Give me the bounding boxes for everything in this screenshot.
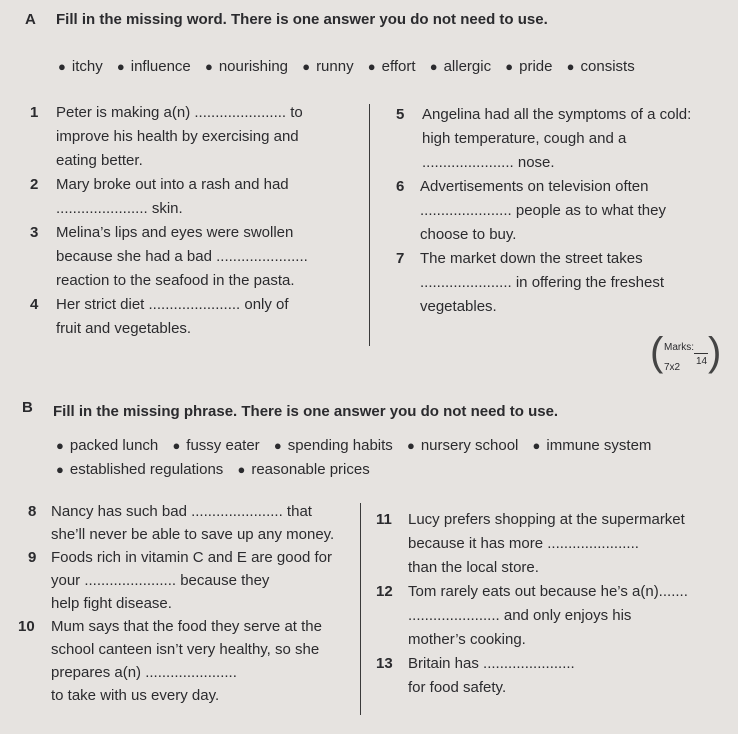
item-text-line: Angelina had all the symptoms of a cold:	[422, 106, 692, 123]
item-text-line: ...................... people as to what they	[420, 202, 666, 219]
item-text-line: Melina’s lips and eyes were swollen	[56, 224, 294, 241]
item-text-line: Tom rarely eats out because he’s a(n).......	[408, 583, 688, 600]
exercise-item-7	[396, 247, 731, 319]
word-bank-item: nourishing	[218, 58, 289, 75]
item-number: 13	[376, 655, 393, 672]
word-bank-item: pride	[519, 58, 553, 75]
item-text-line: ...................... in offering the freshest	[420, 274, 664, 291]
section-a-letter: A	[25, 11, 36, 28]
item-number: 3	[30, 224, 39, 241]
section-b-title: Fill in the missing phrase. There is one answer you do not need to use.	[53, 403, 559, 420]
exercise-item-1	[30, 101, 360, 173]
item-text-line: mother’s cooking.	[408, 631, 526, 648]
item-number: 1	[30, 104, 39, 121]
item-text-line: because she had a bad ......................	[56, 248, 308, 265]
item-text-line: The market down the street takes	[420, 250, 643, 267]
item-text-line: your ...................... because they	[51, 572, 270, 589]
section-b-left-column	[18, 500, 358, 707]
word-bank-item: influence	[130, 58, 191, 75]
exercise-item-11	[376, 508, 721, 580]
word-bank-item: itchy	[71, 58, 103, 75]
item-number: 6	[396, 178, 405, 195]
phrase-bank-item: packed lunch	[69, 437, 159, 454]
section-a-word-bank: ● itchy ● influence ● nourishing ● runny ● effort ● allergic ● pride ● consists	[58, 58, 635, 75]
exercise-item-8	[18, 500, 358, 546]
item-number: 2	[30, 176, 39, 193]
phrase-bank-item: established regulations	[69, 461, 224, 478]
section-a-right-column	[396, 103, 731, 319]
word-bank-item: runny	[316, 58, 354, 75]
item-text-line: fruit and vegetables.	[56, 320, 192, 337]
item-number: 8	[28, 503, 37, 520]
section-a-title: Fill in the missing word. There is one answer you do not need to use.	[56, 11, 548, 28]
item-text-line: eating better.	[56, 152, 143, 169]
item-text-line: Mum says that the food they serve at the	[51, 618, 322, 635]
item-number: 7	[396, 250, 405, 267]
marks-box: ( Marks: 7x2 14 )	[650, 330, 722, 374]
phrase-bank-item: nursery school	[420, 437, 519, 454]
exercise-item-13	[376, 652, 721, 700]
marks-total: 14	[696, 356, 708, 367]
item-text-line: ...................... skin.	[56, 200, 183, 217]
phrase-bank-item: reasonable prices	[251, 461, 370, 478]
item-text-line: Britain has ......................	[408, 655, 575, 672]
section-b-phrase-bank-row1: ● packed lunch ● fussy eater ● spending habits ● nursery school ● immune system	[56, 437, 652, 454]
item-text-line: ...................... and only enjoys his	[408, 607, 632, 624]
marks-multiplier: 7x2	[664, 362, 681, 373]
exercise-item-10	[18, 615, 358, 707]
word-bank-item: allergic	[443, 58, 492, 75]
item-text-line: help fight disease.	[51, 595, 172, 612]
exercise-item-3	[30, 221, 360, 293]
item-text-line: she’ll never be able to save up any money.	[51, 526, 335, 543]
word-bank-item: effort	[381, 58, 416, 75]
item-text-line: to take with us every day.	[51, 687, 220, 704]
item-text-line: for food safety.	[408, 679, 507, 696]
item-text-line: vegetables.	[420, 298, 497, 315]
item-text-line: improve his health by exercising and	[56, 128, 299, 145]
marks-label: Marks:	[664, 342, 694, 353]
exercise-item-6	[396, 175, 731, 247]
item-text-line: because it has more ......................	[408, 535, 639, 552]
item-text-line: prepares a(n) ......................	[51, 664, 237, 681]
phrase-bank-item: fussy eater	[186, 437, 260, 454]
section-b-letter: B	[22, 399, 33, 416]
item-text-line: Lucy prefers shopping at the supermarket	[408, 511, 685, 528]
exercise-item-5	[396, 103, 731, 175]
item-text-line: school canteen isn’t very healthy, so she	[51, 641, 320, 658]
item-text-line: Her strict diet ...................... only of	[56, 296, 289, 313]
item-text-line: choose to buy.	[420, 226, 517, 243]
item-text-line: Peter is making a(n) ...................... to	[56, 104, 303, 121]
item-text-line: Foods rich in vitamin C and E are good for	[51, 549, 332, 566]
exercise-item-2	[30, 173, 360, 221]
phrase-bank-item: immune system	[546, 437, 652, 454]
section-a-column-divider	[369, 104, 370, 346]
item-text-line: Mary broke out into a rash and had	[56, 176, 289, 193]
phrase-bank-item: spending habits	[287, 437, 393, 454]
section-b-phrase-bank-row2: ● established regulations ● reasonable prices	[56, 461, 370, 478]
exercise-item-4	[30, 293, 360, 341]
word-bank-item: consists	[580, 58, 635, 75]
item-text-line: Advertisements on television often	[420, 178, 649, 195]
item-number: 12	[376, 583, 393, 600]
item-text-line: high temperature, cough and a	[422, 130, 627, 147]
item-text-line: reaction to the seafood in the pasta.	[56, 272, 295, 289]
item-number: 5	[396, 106, 405, 123]
item-number: 11	[376, 511, 392, 528]
item-number: 9	[28, 549, 37, 566]
section-a-left-column	[30, 101, 360, 341]
item-text-line: ...................... nose.	[422, 154, 555, 171]
item-number: 10	[18, 618, 35, 635]
section-b-column-divider	[360, 503, 361, 715]
item-text-line: Nancy has such bad ...................... that	[51, 503, 312, 520]
section-b-right-column	[376, 508, 721, 700]
exercise-item-9	[18, 546, 358, 615]
item-text-line: than the local store.	[408, 559, 539, 576]
exercise-item-12	[376, 580, 721, 652]
item-number: 4	[30, 296, 39, 313]
